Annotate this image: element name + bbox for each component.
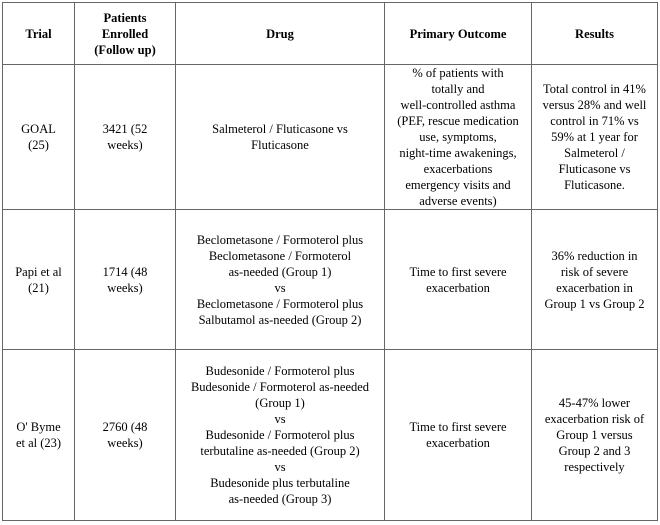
header-primary-outcome: [385, 3, 532, 65]
cell-line: control in 71% vs: [550, 114, 639, 128]
cell-line: night-time awakenings,: [399, 146, 517, 160]
cell-line: Budesonide plus terbutaline: [210, 476, 350, 490]
header-drug: [176, 3, 385, 65]
cell-line: Salbutamol as-needed (Group 2): [198, 312, 362, 327]
header-results: [532, 3, 658, 65]
cell-line: Beclometasone / Formoterol plus: [196, 232, 364, 247]
cell-line: Time to first severe: [409, 264, 507, 279]
cell-line: use, symptoms,: [419, 130, 497, 144]
cell-trial: [3, 350, 75, 521]
cell-line: exacerbation risk of: [544, 412, 645, 426]
cell-line: versus 28% and well: [542, 98, 647, 112]
cell-line: vs: [274, 280, 286, 295]
cell-line: Budesonide / Formoterol as-needed: [190, 380, 370, 394]
cell-results: [532, 65, 658, 210]
cell-line: as-needed (Group 3): [228, 492, 332, 506]
cell-line: (Group 1): [255, 396, 305, 410]
cell-drug: [176, 65, 385, 210]
cell-line: Primary Outcome: [409, 26, 507, 41]
cell-line: Total control in 41%: [543, 82, 646, 96]
cell-line: Beclometasone / Formoterol plus: [196, 296, 364, 311]
cell-enrolled: [75, 65, 176, 210]
cell-trial: [3, 65, 75, 210]
cell-line: exacerbation: [426, 436, 490, 450]
cell-line: well-controlled asthma: [400, 98, 516, 112]
cell-line: Group 1 versus: [556, 428, 633, 442]
cell-line: Time to first severe: [409, 420, 507, 434]
table-row: [3, 350, 658, 521]
cell-line: vs: [274, 412, 286, 426]
cell-line: (PEF, rescue medication: [397, 114, 519, 128]
cell-enrolled: [75, 350, 176, 521]
cell-line: (21): [28, 280, 49, 295]
header-trial: [3, 3, 75, 65]
cell-line: vs: [274, 460, 286, 474]
cell-line: respectively: [564, 460, 625, 474]
cell-line: Drug: [266, 26, 294, 41]
cell-line: totally and: [431, 82, 485, 96]
cell-line: terbutaline as-needed (Group 2): [200, 444, 360, 458]
cell-line: Papi et al: [15, 264, 62, 279]
cell-line: emergency visits and: [405, 178, 511, 192]
cell-enrolled: [75, 210, 176, 350]
cell-line: weeks): [107, 436, 143, 450]
cell-outcome: [385, 210, 532, 350]
cell-line: (Follow up): [94, 42, 156, 57]
cell-line: weeks): [107, 280, 143, 295]
cell-line: GOAL: [21, 122, 56, 136]
cell-line: adverse events): [419, 194, 497, 208]
cell-trial: [3, 210, 75, 350]
cell-line: Salmeterol / Fluticasone vs: [212, 122, 348, 136]
cell-outcome: [385, 65, 532, 210]
cell-line: weeks): [107, 138, 143, 152]
table-row: [3, 65, 658, 210]
cell-line: Budesonide / Formoterol plus: [205, 364, 355, 378]
table-row: [3, 210, 658, 350]
cell-line: Salmeterol /: [564, 146, 625, 160]
cell-line: Group 1 vs Group 2: [544, 296, 645, 311]
cell-outcome: [385, 350, 532, 521]
cell-line: Fluticasone: [251, 138, 309, 152]
cell-results: [532, 210, 658, 350]
cell-line: exacerbations: [423, 162, 493, 176]
table-container: [2, 2, 658, 521]
cell-line: Fluticasone.: [564, 178, 625, 192]
cell-line: 2760 (48: [102, 420, 148, 434]
cell-line: Enrolled: [101, 26, 149, 41]
cell-line: 59% at 1 year for: [551, 130, 638, 144]
cell-drug: [176, 210, 385, 350]
cell-line: Group 2 and 3: [558, 444, 631, 458]
cell-line: Patients: [103, 10, 147, 25]
cell-line: Results: [575, 26, 614, 41]
cell-line: Budesonide / Formoterol plus: [205, 428, 355, 442]
cell-line: Fluticasone vs: [558, 162, 631, 176]
cell-results: [532, 350, 658, 521]
cell-line: exacerbation in: [556, 280, 633, 295]
cell-drug: [176, 350, 385, 521]
cell-line: % of patients with: [412, 66, 504, 80]
cell-line: as-needed (Group 1): [228, 264, 332, 279]
header-patients-enrolled: [75, 3, 176, 65]
cell-line: exacerbation: [426, 280, 490, 295]
cell-line: Beclometasone / Formoterol: [208, 248, 352, 263]
header-row: [3, 3, 658, 65]
cell-line: Trial: [25, 26, 52, 41]
cell-line: risk of severe: [560, 264, 629, 279]
cell-line: 3421 (52: [102, 122, 148, 136]
cell-line: 45-47% lower: [558, 396, 631, 410]
cell-line: 1714 (48: [102, 264, 148, 279]
cell-line: 36% reduction in: [551, 248, 638, 263]
cell-line: (25): [28, 138, 49, 152]
asthma-trials-table: [2, 2, 658, 521]
cell-line: et al (23): [15, 436, 62, 450]
cell-line: O' Byme: [16, 420, 61, 434]
